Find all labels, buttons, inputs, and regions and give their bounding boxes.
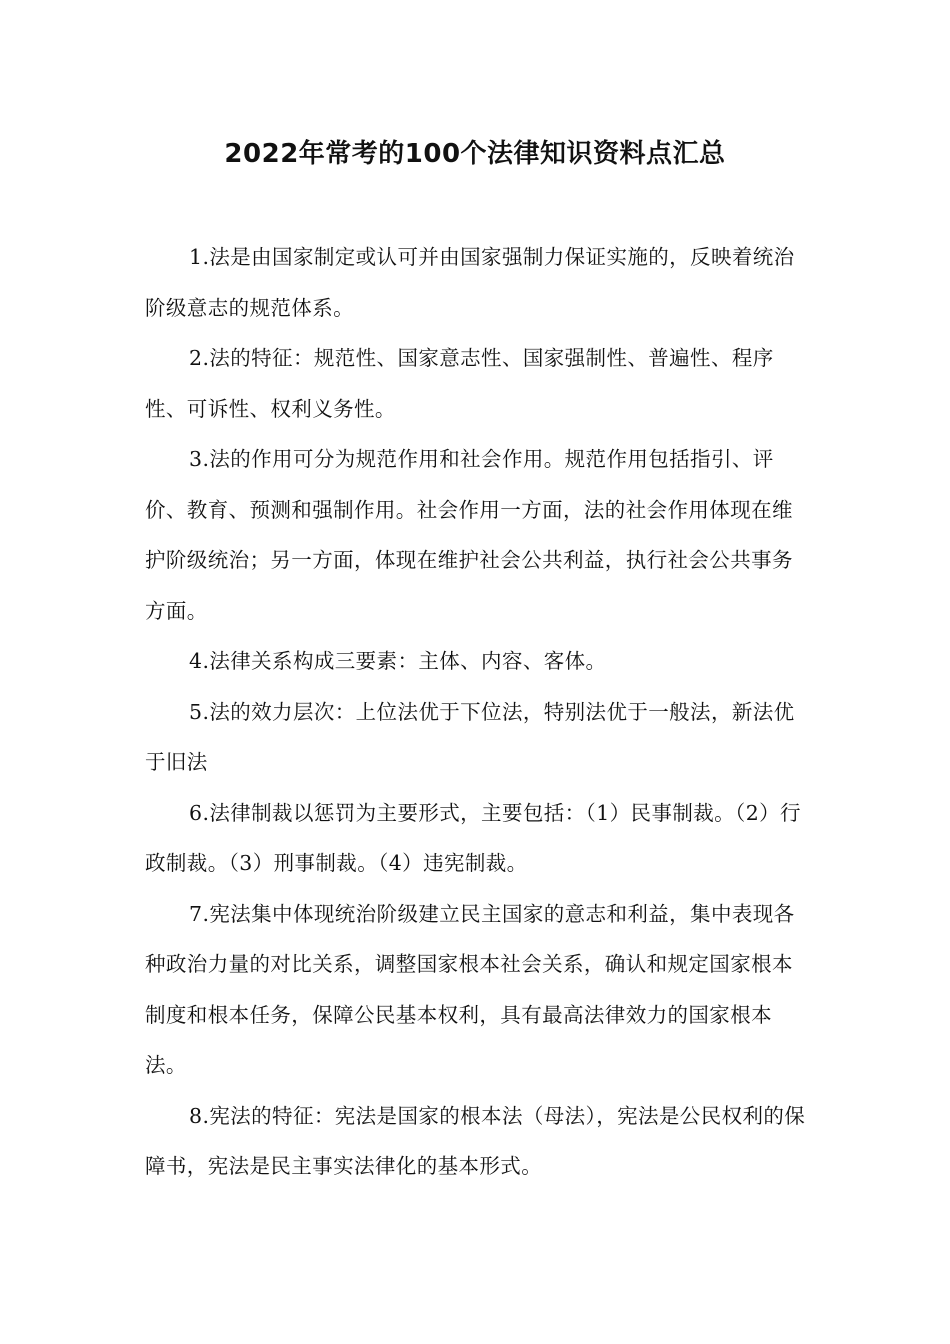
paragraph-5: 5.法的效力层次：上位法优于下位法，特别法优于一般法，新法优于旧法 xyxy=(145,699,795,774)
paragraph-3: 3.法的作用可分为规范作用和社会作用。规范作用包括指引、评价、教育、预测和强制作用。社会作用一方面，法的社会作用体现在维护阶级统治；另一方面，体现在维护社会公共利益，执行社会公共事务方面。 xyxy=(145,447,793,623)
document-body xyxy=(145,232,810,1192)
paragraph-6: 6.法律制裁以惩罚为主要形式，主要包括：（1）民事制裁。（2）行政制裁。（3）刑事制裁。（4）违宪制裁。 xyxy=(145,800,801,875)
paragraph-8: 8.宪法的特征：宪法是国家的根本法（母法），宪法是公民权利的保障书，宪法是民主事实法律化的基本形式。 xyxy=(145,1103,806,1178)
paragraph-7: 7.宪法集中体现统治阶级建立民主国家的意志和利益，集中表现各种政治力量的对比关系，调整国家根本社会关系，确认和规定国家根本制度和根本任务，保障公民基本权利，具有最高法律效力的国家根本法。 xyxy=(145,901,795,1077)
paragraph-1: 1.法是由国家制定或认可并由国家强制力保证实施的，反映着统治阶级意志的规范体系。 xyxy=(145,245,795,320)
paragraph-4: 4.法律关系构成三要素：主体、内容、客体。 xyxy=(189,649,607,673)
document-title: 2022年常考的100个法律知识资料点汇总 xyxy=(224,139,726,169)
paragraph-2: 2.法的特征：规范性、国家意志性、国家强制性、普遍性、程序性、可诉性、权利义务性。 xyxy=(145,346,774,421)
